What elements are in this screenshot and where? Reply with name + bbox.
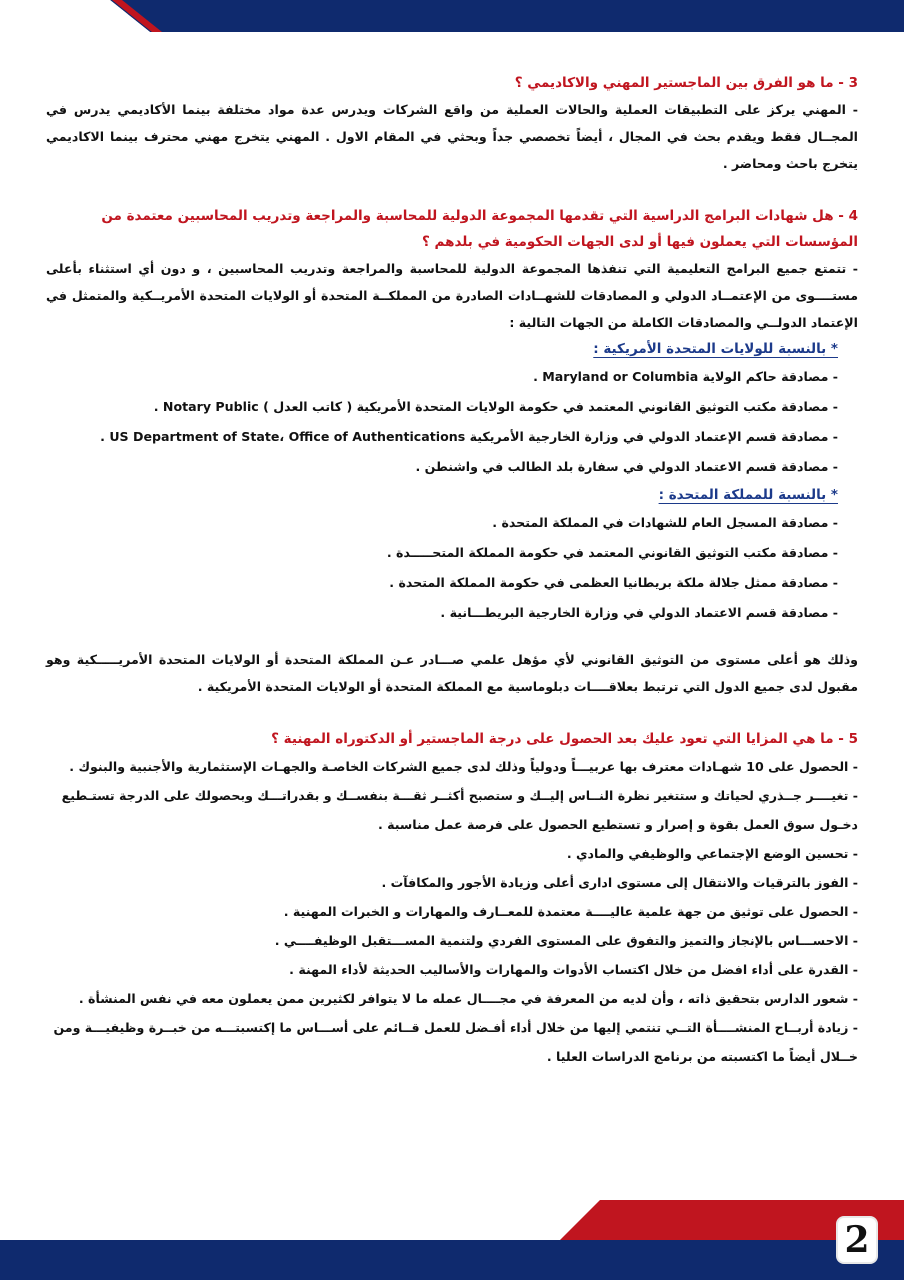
list-item: - تغيــــر جــذري لحياتك و ستتغير نظرة النــاس إليــك و ستصبح أكثــر ثقـــة بنفســك و بقدراتـــك وبحصولك على الدرجة تستـطيع دخـول سوق العمل بقوة و إصرار و تستطيع الحصول على فرصة عمل مناسبة .	[61, 788, 858, 832]
list-item: - الحصول على 10 شهـادات معترف بها عربيـــاً ودولياً وذلك لدى جميع الشركات الخاصـة والجهـات الإستثمارية والأجنبية والبنوك .	[69, 759, 858, 774]
list-item: - القدرة على أداء افضل من خلال اكتساب الأدوات والمهارات والأساليب الحديثة لأداء المهنة .	[289, 962, 858, 977]
list-item: - مصادقة قسم الاعتماد الدولي في وزارة الخارجية البريطـــانية .	[440, 605, 838, 620]
page-number: 2	[838, 1218, 876, 1262]
bottom-banner	[0, 1200, 904, 1280]
document-body	[46, 70, 858, 1071]
usa-list	[46, 362, 838, 482]
section-4-paragraph: - تتمتع جميع البرامج التعليمية التي تنفذها المجموعة الدولية للمحاسبة والمراجعة وتدريب المحاسبين ، و دون أي استثناء بأعلى مستــــوى من الإعتمــاد الدولي و المصادقات للشهــادات الصادرة من المملكــة المتحدة أو الولايات المتحدة الأمريــكية والمتمثل في الإعتماد الدولــي والمصادقات الكاملة من الجهات التالية :	[46, 261, 858, 330]
section-4-closing: وذلك هو أعلى مستوى من التوثيق القانوني لأي مؤهل علمي صـــادر عـن المملكة المتحدة أو الولايات المتحدة الأمريـــــكية وهو مقبول لدى جميع الدول التي ترتبط بعلاقــــات دبلوماسية مع المملكة المتحدة أو الولايات المتحدة الأمريكية .	[46, 652, 858, 694]
section-3-paragraph: - المهني يركز على التطبيقات العملية والحالات العملية من واقع الشركات ويدرس عدة مواد مختلفة بينما الأكاديمي يدرس في المجــال فقط ويقدم بحث في المجال ، أيضاً تخصصي جداً وبحثي في المقام الاول . المهني يتخرج مهني محترف بينما الاكاديمي يتخرج باحث ومحاضر .	[46, 102, 858, 171]
list-item: - مصادقة المسجل العام للشهادات في المملكة المتحدة .	[492, 515, 838, 530]
uk-subheading: * بالنسبة للمملكة المتحدة :	[658, 487, 838, 503]
list-item: - مصادقة حاكم الولاية Maryland or Columbia .	[533, 369, 838, 384]
section-5-heading: 5 - ما هي المزايا التي تعود عليك بعد الحصول على درجة الماجستير أو الدكتوراه المهنية ؟	[271, 731, 858, 747]
list-item: - الفوز بالترقيات والانتقال إلى مستوى ادارى أعلى وزيادة الأجور والمكافآت .	[381, 875, 858, 890]
list-item: - الاحســـاس بالإنجاز والتميز والتفوق على المستوى الفردي ولتنمية المســـتقبل الوظيفــــي .	[274, 933, 858, 948]
top-banner	[0, 0, 904, 32]
usa-subheading: * بالنسبة للولايات المتحدة الأمريكية :	[593, 341, 838, 357]
section-4-heading: 4 - هل شهادات البرامج الدراسية التي تقدمها المجموعة الدولية للمحاسبة والمراجعة وتدريب المحاسبين معتمدة من المؤسسات التي يعملون فيها أو لدى الجهات الحكومية في بلدهم ؟	[101, 208, 858, 250]
section-5-list	[46, 752, 858, 1071]
list-item: - الحصول على توثيق من جهة علمية عاليــــة معتمدة للمعــارف والمهارات و الخبرات المهنية .	[283, 904, 858, 919]
list-item: - مصادقة قسم الاعتماد الدولي في سفارة بلد الطالب في واشنطن .	[415, 459, 838, 474]
uk-list	[46, 508, 838, 628]
list-item: - مصادقة مكتب التوثيق القانوني المعتمد في حكومة الولايات المتحدة الأمريكية ( كاتب العدل ) Notary Public .	[153, 399, 838, 414]
list-item: - مصادقة مكتب التوثيق القانوني المعتمد في حكومة المملكة المتحـــــدة .	[386, 545, 838, 560]
bottom-banner-blue-band	[0, 1240, 904, 1280]
list-item: - شعور الدارس بتحقيق ذاته ، وأن لديه من المعرفة في مجــــال عمله ما لا يتوافر لكثيرين ممن يعملون معه في نفس المنشأة .	[78, 991, 858, 1006]
list-item: - زيادة أربــاح المنشــــأة التــي تنتمي إليها من خلال أداء أفـضل للعمل قــائم على أســـاس ما إكتسبتـــه من خبــرة وظيفيـــة ومن خــلال أيضاً ما اكتسبته من برنامج الدراسات العليا .	[53, 1020, 858, 1064]
section-3-heading: 3 - ما هو الفرق بين الماجستير المهني والاكاديمي ؟	[514, 75, 858, 91]
list-item: - مصادقة قسم الإعتماد الدولي في وزارة الخارجية الأمريكية US Department of State، Office of Authentications .	[100, 429, 838, 444]
list-item: - تحسين الوضع الإجتماعي والوظيفي والمادي .	[566, 846, 858, 861]
list-item: - مصادقة ممثل جلالة ملكة بريطانيا العظمى في حكومة المملكة المتحدة .	[389, 575, 838, 590]
